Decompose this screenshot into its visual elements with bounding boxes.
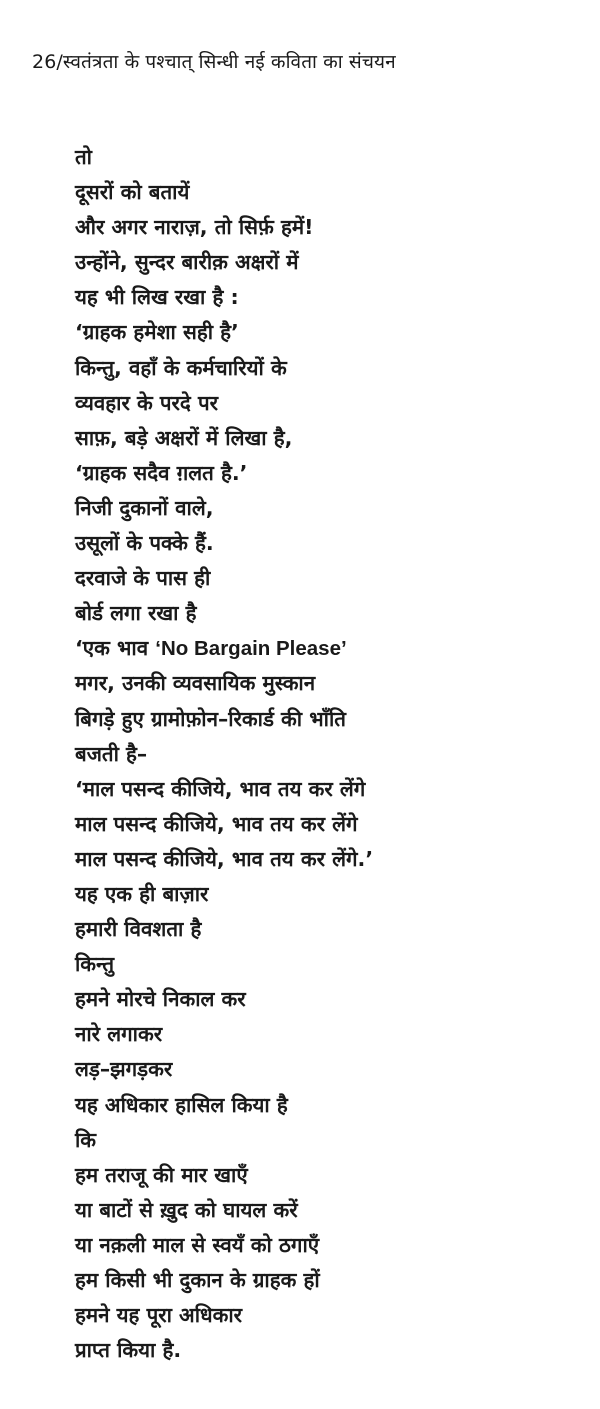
poem-line: हम किसी भी दुकान के ग्राहक हों xyxy=(75,1268,320,1292)
poem-line: ‘ग्राहक हमेशा सही है’ xyxy=(75,320,239,345)
poem-line: यह अधिकार हासिल किया है xyxy=(75,1092,288,1117)
poem-line: बजती है– xyxy=(75,741,148,766)
poem-line: यह भी लिख रखा है : xyxy=(75,285,239,310)
poem-line: व्यवहार के परदे पर xyxy=(75,390,218,415)
book-title: स्वतंत्रता के पश्चात् सिन्धी नई कविता का संचयन xyxy=(62,51,396,73)
poem-line: दूसरों को बतायें xyxy=(75,180,190,205)
poem-line: दरवाजे के पास ही xyxy=(75,566,211,591)
poem-line: माल पसन्द कीजिये, भाव तय कर लेंगे xyxy=(75,811,358,836)
header-separator: / xyxy=(56,51,63,73)
poem-line: निजी दुकानों वाले, xyxy=(75,495,214,520)
poem-line: तो xyxy=(75,145,92,169)
poem-line: बिगड़े हुए ग्रामोफ़ोन–रिकार्ड की भाँति xyxy=(75,706,346,731)
poem-line: और अगर नाराज़, तो सिर्फ़ हमें! xyxy=(75,215,314,240)
poem-body xyxy=(75,140,373,1368)
poem-line-prefix: ‘एक भाव xyxy=(75,636,156,661)
poem-line: ‘माल पसन्द कीजिये, भाव तय कर लेंगे xyxy=(75,776,366,801)
poem-line: कि xyxy=(75,1127,97,1152)
poem-line: साफ़, बड़े अक्षरों में लिखा है, xyxy=(75,425,293,450)
poem-line: हमने मोरचे निकाल कर xyxy=(75,987,246,1012)
poem-line: लड़–झगड़कर xyxy=(75,1057,173,1082)
poem-line: हम तराजू की मार खाएँ xyxy=(75,1162,248,1187)
page-number: 26 xyxy=(32,51,57,73)
running-header xyxy=(32,49,396,75)
poem-line: नारे लगाकर xyxy=(75,1022,163,1047)
poem-line: यह एक ही बाज़ार xyxy=(75,881,209,906)
poem-line: हमारी विवशता है xyxy=(75,917,202,942)
poem-line: उसूलों के पक्के हैं. xyxy=(75,531,214,556)
poem-line: प्राप्त किया है. xyxy=(75,1338,182,1363)
poem-line xyxy=(75,631,373,666)
poem-line: या नक़ली माल से स्वयँ को ठगाएँ xyxy=(75,1232,320,1257)
poem-line: उन्होंने, सुन्दर बारीक़ अक्षरों में xyxy=(75,250,299,275)
poem-line: बोर्ड लगा रखा है xyxy=(75,601,197,626)
poem-line: ‘ग्राहक सदैव ग़लत है.’ xyxy=(75,460,248,485)
poem-line-english-phrase: ‘No Bargain Please’ xyxy=(155,637,347,661)
poem-line: मगर, उनकी व्यवसायिक मुस्कान xyxy=(75,671,316,696)
poem-line: माल पसन्द कीजिये, भाव तय कर लेंगे.’ xyxy=(75,846,374,871)
poem-line: या बाटों से ख़ुद को घायल करें xyxy=(75,1197,298,1222)
poem-line: हमने यह पूरा अधिकार xyxy=(75,1303,243,1328)
poem-line: किन्तु xyxy=(75,952,115,977)
poem-line: किन्तु, वहाँ के कर्मचारियों के xyxy=(75,355,287,380)
